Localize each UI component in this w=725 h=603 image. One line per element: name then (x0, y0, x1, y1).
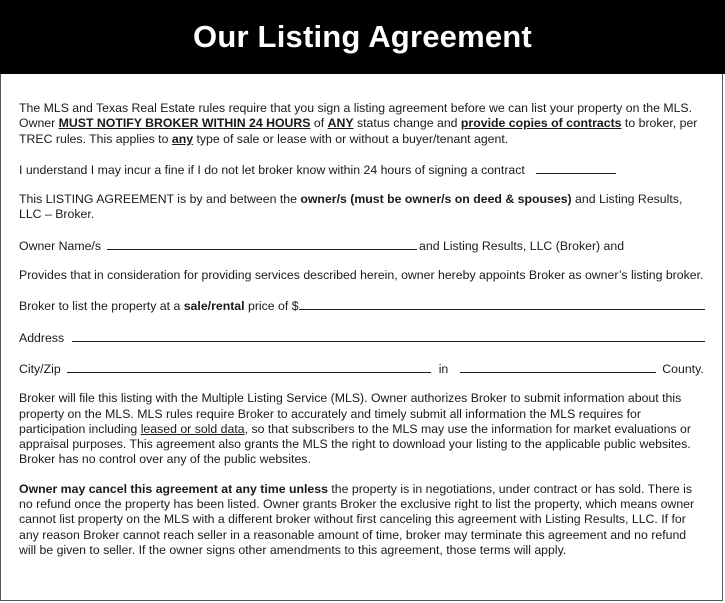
address-label: Address (19, 330, 65, 345)
address-field[interactable] (72, 329, 705, 342)
p1-copies-emphasis: provide copies of contracts (460, 116, 622, 131)
p9-leased-sold-data: leased or sold data (140, 421, 245, 436)
p9-text-3: , so that subscribers to the MLS may use the information for market evaluations or appraisal purposes. This agreement also grants the MLS the right to download your listing to the applicable public websites. Broker has no control over any of the public websites. (19, 421, 691, 467)
fine-acknowledgement (19, 161, 705, 178)
price-text-3: price of $ (244, 299, 299, 314)
p10-cancel-emphasis: Owner may cancel this agreement at any time unless (19, 481, 328, 496)
price-label (19, 299, 299, 314)
title-banner (0, 0, 725, 74)
fine-initials-field[interactable] (536, 161, 616, 174)
mls-filing-paragraph (19, 391, 705, 467)
city-zip-row (19, 360, 705, 377)
p10-text-2: the property is in negotiations, under contract or has sold. There is no refund once the property has been listed. Owner grants Broker the exclusive right to list the property, which means owner cannot list property on the MLS with a different broker without first canceling this agreement with Listing Results, LLC. If for any reason Broker cannot reach seller in a reasonable amount of time, broker may terminate this agreement and no refund will be given to seller. If the owner signs other amendments to this agreement, those terms will apply. (19, 481, 695, 557)
cancellation-paragraph (19, 482, 705, 558)
fine-text: I understand I may incur a fine if I do not let broker know within 24 hours of signing a contract (19, 162, 525, 177)
p1-text-9: type of sale or lease with or without a buyer/tenant agent. (193, 131, 509, 146)
p1-notify-emphasis: MUST NOTIFY BROKER WITHIN 24 HOURS (58, 116, 311, 131)
price-row (19, 297, 705, 314)
agreement-body (19, 101, 705, 558)
p9-text-1: Broker will file this listing with the Multiple Listing Service (MLS). Owner authorizes Broker to submit information about this property on the MLS. MLS rules require Broker to accurately and timely submit all information the MLS requires for participation including (19, 391, 682, 436)
price-text-1: Broker to list the property at a (19, 299, 184, 314)
owner-name-suffix: and Listing Results, LLC (Broker) and (419, 238, 625, 253)
city-zip-field[interactable] (67, 360, 431, 373)
p1-text-3: of (310, 116, 328, 131)
p3-text-1: This LISTING AGREEMENT is by and between the (19, 192, 301, 207)
owner-name-label: Owner Name/s (19, 238, 102, 253)
p3-owner-emphasis: owner/s (must be owner/s on deed & spouses) (300, 192, 572, 207)
appointment-paragraph: Provides that in consideration for providing services described herein, owner hereby appoints Broker as owner’s listing broker. (19, 268, 704, 283)
owner-name-field[interactable] (107, 237, 417, 250)
city-zip-label: City/Zip (19, 361, 61, 376)
p1-text-5: status change and (353, 116, 461, 131)
p1-text-7: to broker, per TREC rules. This applies to (19, 116, 698, 146)
page-title: Our Listing Agreement (193, 19, 532, 54)
p1-any-lower-emphasis: any (171, 131, 194, 146)
p1-text-1: The MLS and Texas Real Estate rules require that you sign a listing agreement before we can list your property on the MLS. Owner (19, 101, 693, 131)
owner-name-row (19, 237, 705, 254)
price-sale-rental: sale/rental (183, 299, 245, 314)
p3-text-3: and Listing Results, LLC – Broker. (19, 192, 683, 222)
price-field[interactable] (299, 297, 705, 310)
county-in-label: in (438, 361, 449, 376)
p1-any-emphasis: ANY (327, 116, 354, 131)
county-field[interactable] (460, 360, 656, 373)
parties-paragraph (19, 192, 705, 223)
address-row (19, 329, 705, 346)
mls-rules-paragraph (19, 101, 705, 147)
county-label: County. (662, 361, 704, 376)
